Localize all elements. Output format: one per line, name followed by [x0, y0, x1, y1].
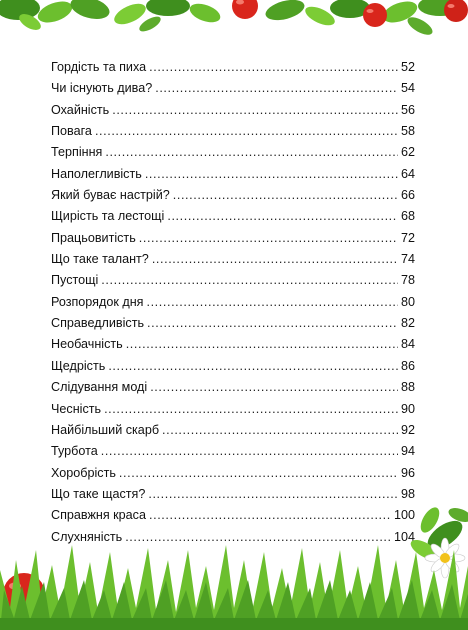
toc-entry-title: Справедливість — [51, 316, 145, 331]
toc-entry-page: 100 — [393, 508, 415, 523]
toc-entry — [51, 359, 415, 380]
toc-entry-page: 52 — [400, 60, 415, 74]
toc-entry-title: Чесність — [51, 401, 102, 416]
toc-entry-page: 86 — [400, 358, 415, 373]
toc-entry-title: Необачність — [51, 337, 123, 352]
toc-entry-title: Терпіння — [51, 145, 103, 160]
toc-entry-title: Охайність — [51, 102, 110, 117]
toc-entry-page: 58 — [400, 124, 415, 139]
toc-entry-title: Турбота — [51, 444, 98, 459]
toc-dot-leader — [146, 295, 398, 309]
toc-entry-page: 66 — [400, 188, 415, 203]
toc-entry — [51, 423, 415, 444]
toc-entry — [51, 145, 415, 166]
top-leaf-border — [0, 0, 468, 52]
toc-entry-title: Який буває настрій? — [51, 188, 170, 203]
toc-entry — [51, 188, 415, 209]
apple-icon — [232, 0, 258, 19]
leaf-cluster-top — [0, 0, 462, 38]
toc-entry-title: Гордість та пиха — [51, 60, 147, 74]
toc-entry — [51, 252, 415, 273]
toc-entry-title: Що таке талант? — [51, 252, 149, 267]
toc-entry-title: Слідування моді — [51, 380, 148, 395]
toc-entry-page: 94 — [400, 444, 415, 459]
toc-entry-title: Справжня краса — [51, 508, 146, 523]
toc-entry-title: Найбільший скарб — [51, 422, 160, 437]
toc-entry — [51, 81, 415, 102]
toc-dot-leader — [167, 209, 398, 223]
toc-entry — [51, 124, 415, 145]
bottom-grass-border — [0, 490, 468, 630]
toc-entry-page: 88 — [400, 380, 415, 395]
toc-dot-leader — [95, 124, 398, 138]
toc-entry-page: 78 — [400, 273, 415, 288]
apple-icon — [363, 3, 387, 27]
toc-entry-title: Розпорядок дня — [51, 294, 144, 309]
toc-entry — [51, 273, 415, 294]
toc-entry-page: 80 — [400, 294, 415, 309]
toc-entry-page: 90 — [400, 401, 415, 416]
toc-entry-page: 84 — [400, 337, 415, 352]
toc-entry-page: 68 — [400, 209, 415, 224]
toc-entry-page: 96 — [400, 465, 415, 480]
toc-entry-title: Щедрість — [51, 358, 106, 373]
toc-entry — [51, 209, 415, 230]
toc-entry-title: Чи існують дива? — [51, 81, 153, 96]
toc-entry-page: 56 — [400, 102, 415, 117]
toc-dot-leader — [152, 252, 398, 266]
table-of-contents — [51, 60, 415, 551]
toc-entry — [51, 167, 415, 188]
toc-dot-leader — [147, 316, 398, 330]
toc-entry-page: 92 — [400, 422, 415, 437]
toc-dot-leader — [101, 444, 398, 458]
toc-entry — [51, 402, 415, 423]
toc-dot-leader — [105, 145, 398, 159]
toc-entry-page: 98 — [400, 486, 415, 501]
toc-entry-page: 62 — [400, 145, 415, 160]
toc-dot-leader — [112, 103, 398, 117]
toc-dot-leader — [108, 359, 398, 373]
toc-dot-leader — [139, 231, 398, 245]
toc-entry-page: 64 — [400, 166, 415, 181]
toc-dot-leader — [101, 273, 398, 287]
toc-dot-leader — [145, 167, 398, 181]
toc-entry-page: 82 — [400, 316, 415, 331]
toc-entry-title: Наполегливість — [51, 166, 142, 181]
toc-dot-leader — [155, 81, 398, 95]
toc-entry — [51, 60, 415, 81]
toc-dot-leader — [104, 402, 398, 416]
toc-entry-title: Щирість та лестощі — [51, 209, 165, 224]
toc-dot-leader — [162, 423, 398, 437]
toc-entry-page: 104 — [393, 529, 415, 544]
toc-entry — [51, 380, 415, 401]
toc-entry-title: Що таке щастя? — [51, 486, 146, 501]
toc-entry-page: 72 — [400, 230, 415, 245]
toc-entry — [51, 103, 415, 124]
toc-entry-title: Працьовитість — [51, 230, 136, 245]
toc-entry-page: 74 — [400, 252, 415, 267]
toc-entry — [51, 231, 415, 252]
toc-entry-title: Повага — [51, 124, 92, 139]
grass-blades — [0, 545, 468, 630]
toc-dot-leader — [119, 466, 398, 480]
toc-dot-leader — [126, 337, 398, 351]
toc-entry-title: Хоробрість — [51, 465, 116, 480]
toc-entry — [51, 316, 415, 337]
toc-entry — [51, 337, 415, 358]
toc-entry — [51, 466, 415, 487]
toc-entry-title: Пустощі — [51, 273, 99, 288]
toc-dot-leader — [173, 188, 398, 202]
toc-dot-leader — [150, 380, 398, 394]
toc-entry-page: 54 — [400, 81, 415, 96]
toc-entry — [51, 444, 415, 465]
apple-icon — [444, 0, 468, 22]
toc-entry — [51, 295, 415, 316]
toc-dot-leader — [149, 60, 398, 74]
toc-entry-title: Слухняність — [51, 529, 123, 544]
